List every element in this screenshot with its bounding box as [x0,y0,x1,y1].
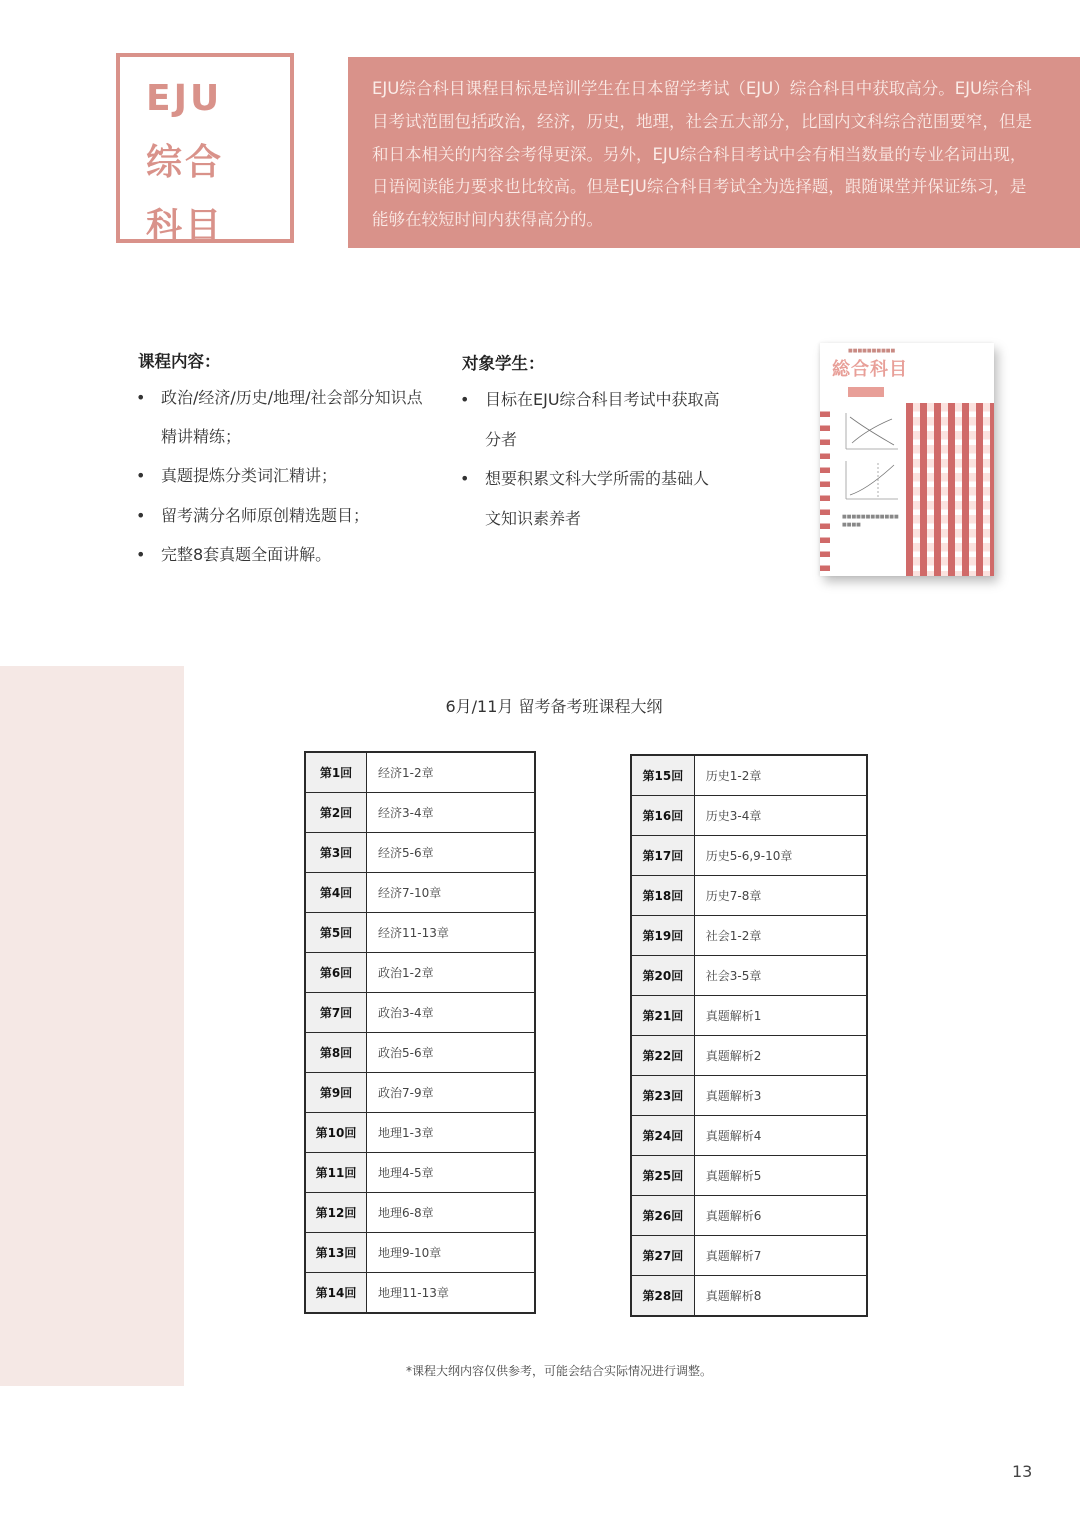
session-topic: 地理9-10章 [367,1233,535,1273]
session-topic: 经济5-6章 [367,833,535,873]
list-item: • 想要积累文科大学所需的基础人文知识素养者 [460,459,722,538]
intro-text: EJU综合科目课程目标是培训学生在日本留学考试（EJU）综合科目中获取高分。EJU综合科目考试范围包括政治，经济，历史，地理，社会五大部分，比国内文科综合范围要窄，但是和日本相关的内容会考得更深。另外，EJU综合科目考试中会有相当数量的专业名词出现，日语阅读能力要求也比较高。但是EJU综合科目考试全为选择题，跟随课堂并保证练习，是能够在较短时间内获得高分的。 [372,79,1032,230]
session-topic: 真题解析2 [694,1036,867,1076]
book-stripe-decoration [820,403,830,576]
session-number: 第19回 [631,916,694,956]
session-number: 第26回 [631,1196,694,1236]
table-row [631,956,867,996]
session-number: 第12回 [305,1193,367,1233]
table-row [631,1196,867,1236]
session-topic: 经济1-2章 [367,752,535,793]
session-topic: 历史7-8章 [694,876,867,916]
session-number: 第4回 [305,873,367,913]
table-row [305,1033,535,1073]
table-row [305,1193,535,1233]
session-topic: 地理1-3章 [367,1113,535,1153]
table-row [631,836,867,876]
target-heading: 对象学生： [462,354,545,373]
table-row [305,1113,535,1153]
session-topic: 真题解析1 [694,996,867,1036]
syllabus-note: *课程大纲内容仅供参考，可能会结合实际情况进行调整。 [405,1364,712,1378]
session-topic: 真题解析3 [694,1076,867,1116]
table-row [305,993,535,1033]
session-topic: 经济11-13章 [367,913,535,953]
session-number: 第17回 [631,836,694,876]
session-number: 第8回 [305,1033,367,1073]
session-topic: 社会1-2章 [694,916,867,956]
table-row [631,996,867,1036]
session-topic: 社会3-5章 [694,956,867,996]
session-number: 第1回 [305,752,367,793]
decorative-side-panel [0,666,184,1386]
intro-panel [348,57,1080,248]
book-graph-illustration [838,409,902,509]
session-number: 第16回 [631,796,694,836]
session-topic: 真题解析7 [694,1236,867,1276]
session-number: 第25回 [631,1156,694,1196]
session-number: 第20回 [631,956,694,996]
session-topic: 政治5-6章 [367,1033,535,1073]
session-number: 第14回 [305,1273,367,1314]
title-line-1: EJU [146,78,223,119]
target-list [460,380,722,538]
session-number: 第23回 [631,1076,694,1116]
session-topic: 经济3-4章 [367,793,535,833]
session-number: 第28回 [631,1276,694,1317]
session-number: 第15回 [631,755,694,796]
session-number: 第7回 [305,993,367,1033]
list-item: • 真题提炼分类词汇精讲； [136,457,426,496]
session-number: 第2回 [305,793,367,833]
session-topic: 真题解析4 [694,1116,867,1156]
book-subtext-decoration: ■■■■■■■■■■■■ ■■■■ [842,514,899,528]
table-row [305,1273,535,1314]
book-title: 総合科目 [832,359,908,380]
textbook-cover-image [820,343,994,576]
table-row [305,1153,535,1193]
table-row [305,873,535,913]
table-row [305,752,535,793]
syllabus-table-left [304,751,536,1314]
list-item: • 政治/经济/历史/地理/社会部分知识点精讲精练； [136,379,426,456]
session-number: 第3回 [305,833,367,873]
list-item: • 完整8套真题全面讲解。 [136,536,426,575]
session-number: 第10回 [305,1113,367,1153]
session-topic: 地理6-8章 [367,1193,535,1233]
book-tag-decoration [848,387,884,397]
book-pattern-decoration [906,403,994,576]
list-item: • 留考满分名师原创精选题目； [136,497,426,536]
title-line-3: 科目 [146,206,225,247]
table-row [631,916,867,956]
table-row [305,1073,535,1113]
syllabus-title: 6月/11月 留考备考班课程大纲 [445,697,663,716]
book-pretitle-decoration: ■■■■■■■■■■ [848,348,896,354]
session-topic: 经济7-10章 [367,873,535,913]
session-topic: 真题解析5 [694,1156,867,1196]
session-topic: 地理11-13章 [367,1273,535,1314]
session-number: 第18回 [631,876,694,916]
session-number: 第22回 [631,1036,694,1076]
session-number: 第6回 [305,953,367,993]
page-number: 13 [1012,1462,1033,1481]
session-topic: 政治1-2章 [367,953,535,993]
session-topic: 政治3-4章 [367,993,535,1033]
session-number: 第13回 [305,1233,367,1273]
session-number: 第21回 [631,996,694,1036]
table-row [305,953,535,993]
session-topic: 真题解析8 [694,1276,867,1317]
session-number: 第5回 [305,913,367,953]
course-heading: 课程内容： [138,352,221,371]
table-row [631,1076,867,1116]
table-row [305,833,535,873]
table-row [631,1156,867,1196]
table-row [631,1276,867,1317]
syllabus-table-right [630,754,868,1317]
session-number: 第24回 [631,1116,694,1156]
session-topic: 地理4-5章 [367,1153,535,1193]
table-row [631,1116,867,1156]
table-row [305,1233,535,1273]
session-topic: 历史3-4章 [694,796,867,836]
table-row [305,793,535,833]
list-item: • 目标在EJU综合科目考试中获取高分者 [460,380,722,459]
session-number: 第11回 [305,1153,367,1193]
table-row [631,755,867,796]
table-row [631,1236,867,1276]
session-number: 第27回 [631,1236,694,1276]
table-row [631,1036,867,1076]
session-topic: 历史1-2章 [694,755,867,796]
course-list [136,379,426,576]
session-topic: 历史5-6,9-10章 [694,836,867,876]
section-title-box [116,53,294,247]
table-row [305,913,535,953]
session-topic: 政治7-9章 [367,1073,535,1113]
table-row [631,796,867,836]
table-row [631,876,867,916]
title-line-2: 综合 [146,142,225,183]
session-number: 第9回 [305,1073,367,1113]
session-topic: 真题解析6 [694,1196,867,1236]
